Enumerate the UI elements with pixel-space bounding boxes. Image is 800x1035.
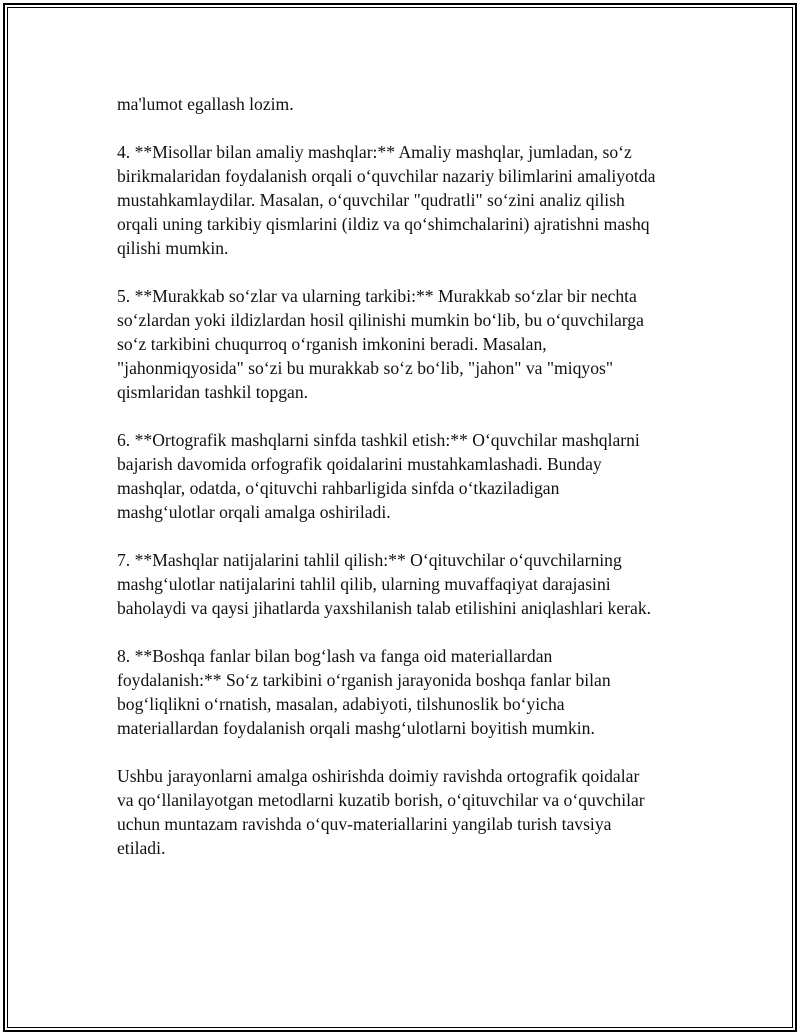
paragraph-item-6 [117,428,692,524]
text-line: baholaydi va qaysi jihatlarda yaxshilanish talab etilishini aniqlashlari kerak. [117,598,652,618]
text-line: mashqlar, odatda, o‘qituvchi rahbarligida sinfda o‘tkaziladigan [117,478,560,498]
text-line: qismlaridan tashkil topgan. [117,382,309,402]
text-line: 8. **Boshqa fanlar bilan bog‘lash va fanga oid materiallardan [117,646,553,666]
text-line: "jahonmiqyosida" so‘zi bu murakkab so‘z bo‘lib, "jahon" va "miqyos" [117,358,614,378]
text-line: bajarish davomida orfografik qoidalarini mustahkamlashadi. Bunday [117,454,602,474]
text-line: so‘z tarkibini chuqurroq o‘rganish imkonini beradi. Masalan, [117,334,547,354]
text-line: orqali uning tarkibiy qismlarini (ildiz va qo‘shimchalarini) ajratishni mashq [117,214,650,234]
text-line: foydalanish:** So‘z tarkibini o‘rganish jarayonida boshqa fanlar bilan [117,670,611,690]
paragraph-conclusion [117,764,692,860]
text-line: 6. **Ortografik mashqlarni sinfda tashkil etish:** O‘quvchilar mashqlarni [117,430,640,450]
text-line: mustahkamlaydilar. Masalan, o‘quvchilar "qudratli" so‘zini analiz qilish [117,190,625,210]
paragraph-item-5 [117,284,692,404]
text-line: 7. **Mashqlar natijalarini tahlil qilish:** O‘qituvchilar o‘quvchilarning [117,550,622,570]
text-line: etiladi. [117,838,166,858]
text-line: qilishi mumkin. [117,238,229,258]
text-line: so‘zlardan yoki ildizlardan hosil qilinishi mumkin bo‘lib, bu o‘quvchilarga [117,310,644,330]
text-line: bog‘liqlikni o‘rnatish, masalan, adabiyoti, tilshunoslik bo‘yicha [117,694,565,714]
text-line: mashg‘ulotlar natijalarini tahlil qilib, ularning muvaffaqiyat darajasini [117,574,611,594]
text-line: birikmalaridan foydalanish orqali o‘quvchilar nazariy bilimlarini amaliyotda [117,166,656,186]
text-line: mashg‘ulotlar orqali amalga oshiriladi. [117,502,391,522]
text-line: va qo‘llanilayotgan metodlarni kuzatib borish, o‘qituvchilar va o‘quvchilar [117,790,645,810]
paragraph-intro-fragment [117,92,692,116]
document-body [117,92,692,884]
paragraph-item-8 [117,644,692,740]
text-line: uchun muntazam ravishda o‘quv-materiallarini yangilab turish tavsiya [117,814,612,834]
paragraph-item-4 [117,140,692,260]
text-line: materiallardan foydalanish orqali mashg‘ulotlarni boyitish mumkin. [117,718,595,738]
text-line: ma'lumot egallash lozim. [117,94,294,114]
paragraph-item-7 [117,548,692,620]
text-line: 5. **Murakkab so‘zlar va ularning tarkibi:** Murakkab so‘zlar bir nechta [117,286,637,306]
text-line: Ushbu jarayonlarni amalga oshirishda doimiy ravishda ortografik qoidalar [117,766,640,786]
text-line: 4. **Misollar bilan amaliy mashqlar:** Amaliy mashqlar, jumladan, so‘z [117,142,632,162]
